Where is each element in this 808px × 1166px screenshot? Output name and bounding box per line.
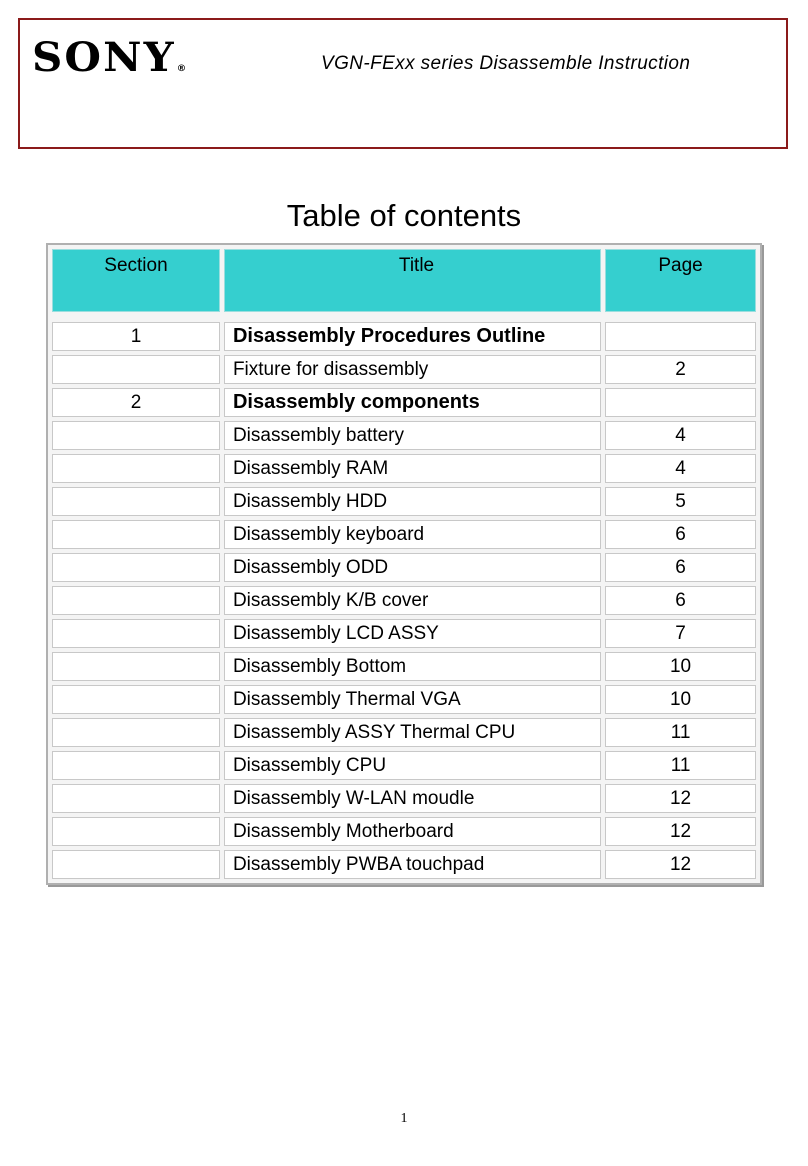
document-title: VGN-FExx series Disassemble Instruction [321,53,691,74]
section-cell [52,454,220,483]
section-cell [52,520,220,549]
section-cell [52,652,220,681]
table-row [52,586,756,615]
document-header [18,18,788,149]
page-cell: 12 [605,784,756,813]
section-cell [52,817,220,846]
title-cell: Disassembly LCD ASSY [224,619,601,648]
page-cell: 11 [605,751,756,780]
table-row [52,388,756,417]
table-row [52,817,756,846]
title-cell: Disassembly PWBA touchpad [224,850,601,879]
toc-heading: Table of contents [286,198,522,233]
table-row [52,454,756,483]
table-row [52,421,756,450]
table-row [52,520,756,549]
page-cell: 6 [605,586,756,615]
header-separator [52,316,756,318]
title-cell: Fixture for disassembly [224,355,601,384]
page-number: 1 [400,1111,408,1126]
section-cell [52,487,220,516]
table-row [52,784,756,813]
page-cell: 6 [605,520,756,549]
column-header-title: Title [224,249,601,312]
section-cell: 2 [52,388,220,417]
table-row [52,718,756,747]
section-cell [52,685,220,714]
title-cell: Disassembly keyboard [224,520,601,549]
page-cell: 5 [605,487,756,516]
title-cell: Disassembly Procedures Outline [224,322,601,351]
section-cell: 1 [52,322,220,351]
page-cell: 12 [605,850,756,879]
title-cell: Disassembly K/B cover [224,586,601,615]
title-cell: Disassembly Bottom [224,652,601,681]
title-cell: Disassembly CPU [224,751,601,780]
table-row [52,553,756,582]
sony-logo [32,34,185,81]
column-header-section: Section [52,249,220,312]
title-cell: Disassembly Motherboard [224,817,601,846]
section-cell [52,619,220,648]
brand-name: SONY [32,34,176,81]
section-cell [52,784,220,813]
title-cell: Disassembly battery [224,421,601,450]
section-cell [52,586,220,615]
page-cell: 4 [605,421,756,450]
title-cell: Disassembly ASSY Thermal CPU [224,718,601,747]
page-cell: 11 [605,718,756,747]
toc-table [46,243,762,885]
page-cell: 10 [605,685,756,714]
page-cell: 10 [605,652,756,681]
column-header-page: Page [605,249,756,312]
table-row [52,751,756,780]
toc-header-row [52,249,756,312]
table-row [52,850,756,879]
table-row [52,322,756,351]
title-cell: Disassembly HDD [224,487,601,516]
title-cell: Disassembly Thermal VGA [224,685,601,714]
separator-cell [52,316,756,318]
title-cell: Disassembly ODD [224,553,601,582]
table-row [52,355,756,384]
title-cell: Disassembly W-LAN moudle [224,784,601,813]
table-row [52,487,756,516]
page-cell: 12 [605,817,756,846]
page-cell: 4 [605,454,756,483]
title-cell: Disassembly RAM [224,454,601,483]
section-cell [52,421,220,450]
section-cell [52,751,220,780]
page-cell [605,322,756,351]
registered-mark: ® [176,64,187,74]
toc-body [52,316,756,879]
section-cell [52,718,220,747]
page-cell [605,388,756,417]
table-row [52,685,756,714]
table-row [52,652,756,681]
table-row [52,619,756,648]
page-cell: 6 [605,553,756,582]
title-cell: Disassembly components [224,388,601,417]
section-cell [52,553,220,582]
page-cell: 2 [605,355,756,384]
page-cell: 7 [605,619,756,648]
section-cell [52,355,220,384]
section-cell [52,850,220,879]
